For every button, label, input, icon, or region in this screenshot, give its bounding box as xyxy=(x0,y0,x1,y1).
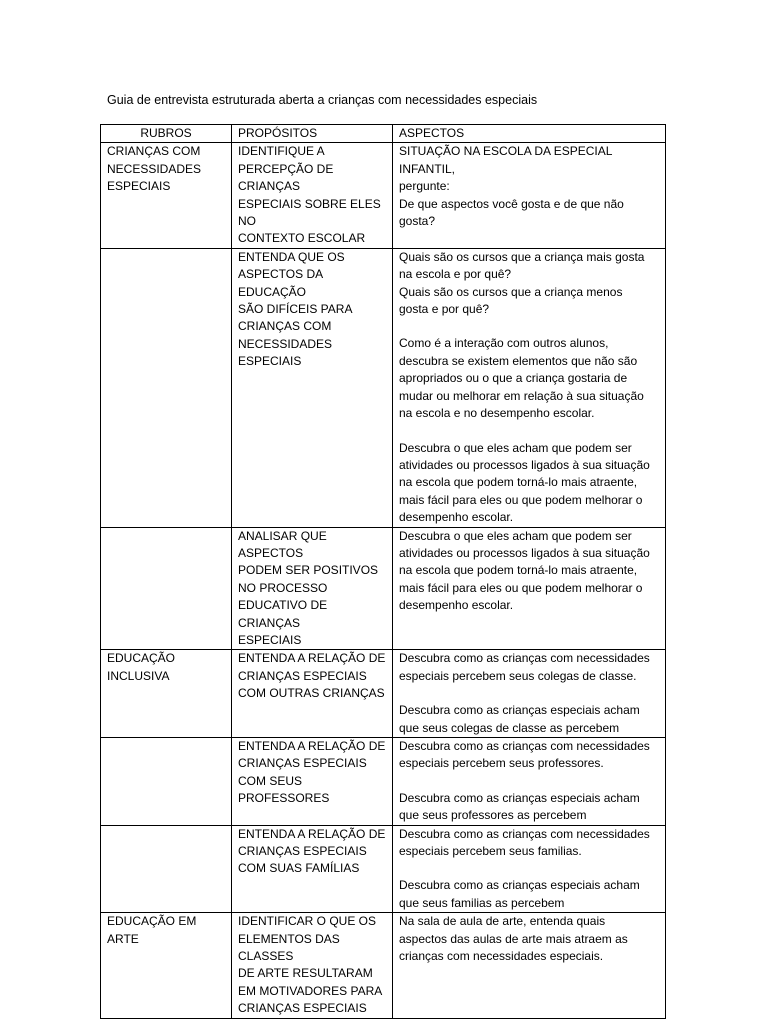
proposito-cell: IDENTIFICAR O QUE OS ELEMENTOS DAS CLASSES DE ARTE RESULTARAM EM MOTIVADORES PARA CRIANÇAS ESPECIAIS xyxy=(232,913,393,1018)
table-row xyxy=(101,143,666,248)
aspectos-cell xyxy=(393,650,666,738)
rubro-cell xyxy=(101,527,232,650)
aspecto-paragraph: Descubra como as crianças especiais acham que seus professores as percebem xyxy=(399,790,640,823)
proposito-cell: ENTENDA A RELAÇÃO DE CRIANÇAS ESPECIAIS COM SUAS FAMÍLIAS xyxy=(232,825,393,913)
table-header-row xyxy=(101,125,666,143)
rubro-cell xyxy=(101,248,232,527)
table-row xyxy=(101,248,666,527)
rubro-cell: EDUCAÇÃO INCLUSIVA xyxy=(101,650,232,738)
aspecto-paragraph: Como é a interação com outros alunos, descubra se existem elementos que não são apropriados ou o que a criança gostaria de mudar ou melhorar em relação à sua situação na escola e no desempenho escolar. xyxy=(399,336,644,421)
proposito-cell: ANALISAR QUE ASPECTOS PODEM SER POSITIVOS NO PROCESSO EDUCATIVO DE CRIANÇAS ESPECIAIS xyxy=(232,527,393,650)
table-row xyxy=(101,527,666,650)
rubro-cell xyxy=(101,825,232,913)
aspecto-paragraph: Descubra como as crianças com necessidades especiais percebem seus professores. xyxy=(399,739,650,771)
aspectos-cell xyxy=(393,248,666,527)
aspectos-cell xyxy=(393,738,666,826)
aspectos-cell xyxy=(393,527,666,650)
aspectos-cell xyxy=(393,913,666,1018)
table-row xyxy=(101,825,666,913)
header-rubros: RUBROS xyxy=(101,125,232,143)
header-propositos: PROPÓSITOS xyxy=(232,125,393,143)
aspectos-cell xyxy=(393,143,666,248)
aspectos-cell xyxy=(393,825,666,913)
aspecto-paragraph: Descubra como as crianças com necessidades especiais percebem seus colegas de classe. xyxy=(399,651,650,683)
aspecto-paragraph: Quais são os cursos que a criança mais gosta na escola e por quê? Quais são os cursos que a criança menos gosta e por quê? xyxy=(399,249,645,317)
rubro-cell: CRIANÇAS COM NECESSIDADES ESPECIAIS xyxy=(101,143,232,248)
table-row xyxy=(101,650,666,738)
rubro-cell: EDUCAÇÃO EM ARTE xyxy=(101,913,232,1018)
proposito-cell: ENTENDA A RELAÇÃO DE CRIANÇAS ESPECIAIS COM OUTRAS CRIANÇAS xyxy=(232,650,393,738)
proposito-cell: ENTENDA A RELAÇÃO DE CRIANÇAS ESPECIAIS COM SEUS PROFESSORES xyxy=(232,738,393,826)
aspecto-paragraph: Descubra o que eles acham que podem ser atividades ou processos ligados à sua situação na escola que podem torná-lo mais atraente, mais fácil para eles ou que podem melhorar o desempenho escolar. xyxy=(399,528,650,613)
rubro-cell xyxy=(101,738,232,826)
proposito-cell: IDENTIFIQUE A PERCEPÇÃO DE CRIANÇAS ESPECIAIS SOBRE ELES NO CONTEXTO ESCOLAR xyxy=(232,143,393,248)
interview-guide-table xyxy=(100,124,666,1019)
table-row xyxy=(101,913,666,1018)
document-title: Guia de entrevista estruturada aberta a crianças com necessidades especiais xyxy=(107,93,538,107)
proposito-cell: ENTENDA QUE OS ASPECTOS DA EDUCAÇÃO SÃO DIFÍCEIS PARA CRIANÇAS COM NECESSIDADES ESPECIAIS xyxy=(232,248,393,527)
aspecto-paragraph: Descubra como as crianças com necessidades especiais percebem seus familias. xyxy=(399,826,650,859)
aspecto-paragraph: Descubra como as crianças especiais acham que seus familias as percebem xyxy=(399,878,640,910)
aspecto-paragraph: SITUAÇÃO NA ESCOLA DA ESPECIAL INFANTIL, pergunte: De que aspectos você gosta e de que não gosta? xyxy=(399,144,624,229)
aspecto-paragraph: Descubra o que eles acham que podem ser atividades ou processos ligados à sua situação na escola que podem torná-lo mais atraente, mais fácil para eles ou que podem melhorar o desempenho escolar. xyxy=(399,440,650,525)
header-aspectos: ASPECTOS xyxy=(393,125,666,143)
aspecto-paragraph: Descubra como as crianças especiais acham que seus colegas de classe as percebem xyxy=(399,703,640,735)
table-row xyxy=(101,738,666,826)
aspecto-paragraph: Na sala de aula de arte, entenda quais aspectos das aulas de arte mais atraem as crianças com necessidades especiais. xyxy=(399,914,628,964)
